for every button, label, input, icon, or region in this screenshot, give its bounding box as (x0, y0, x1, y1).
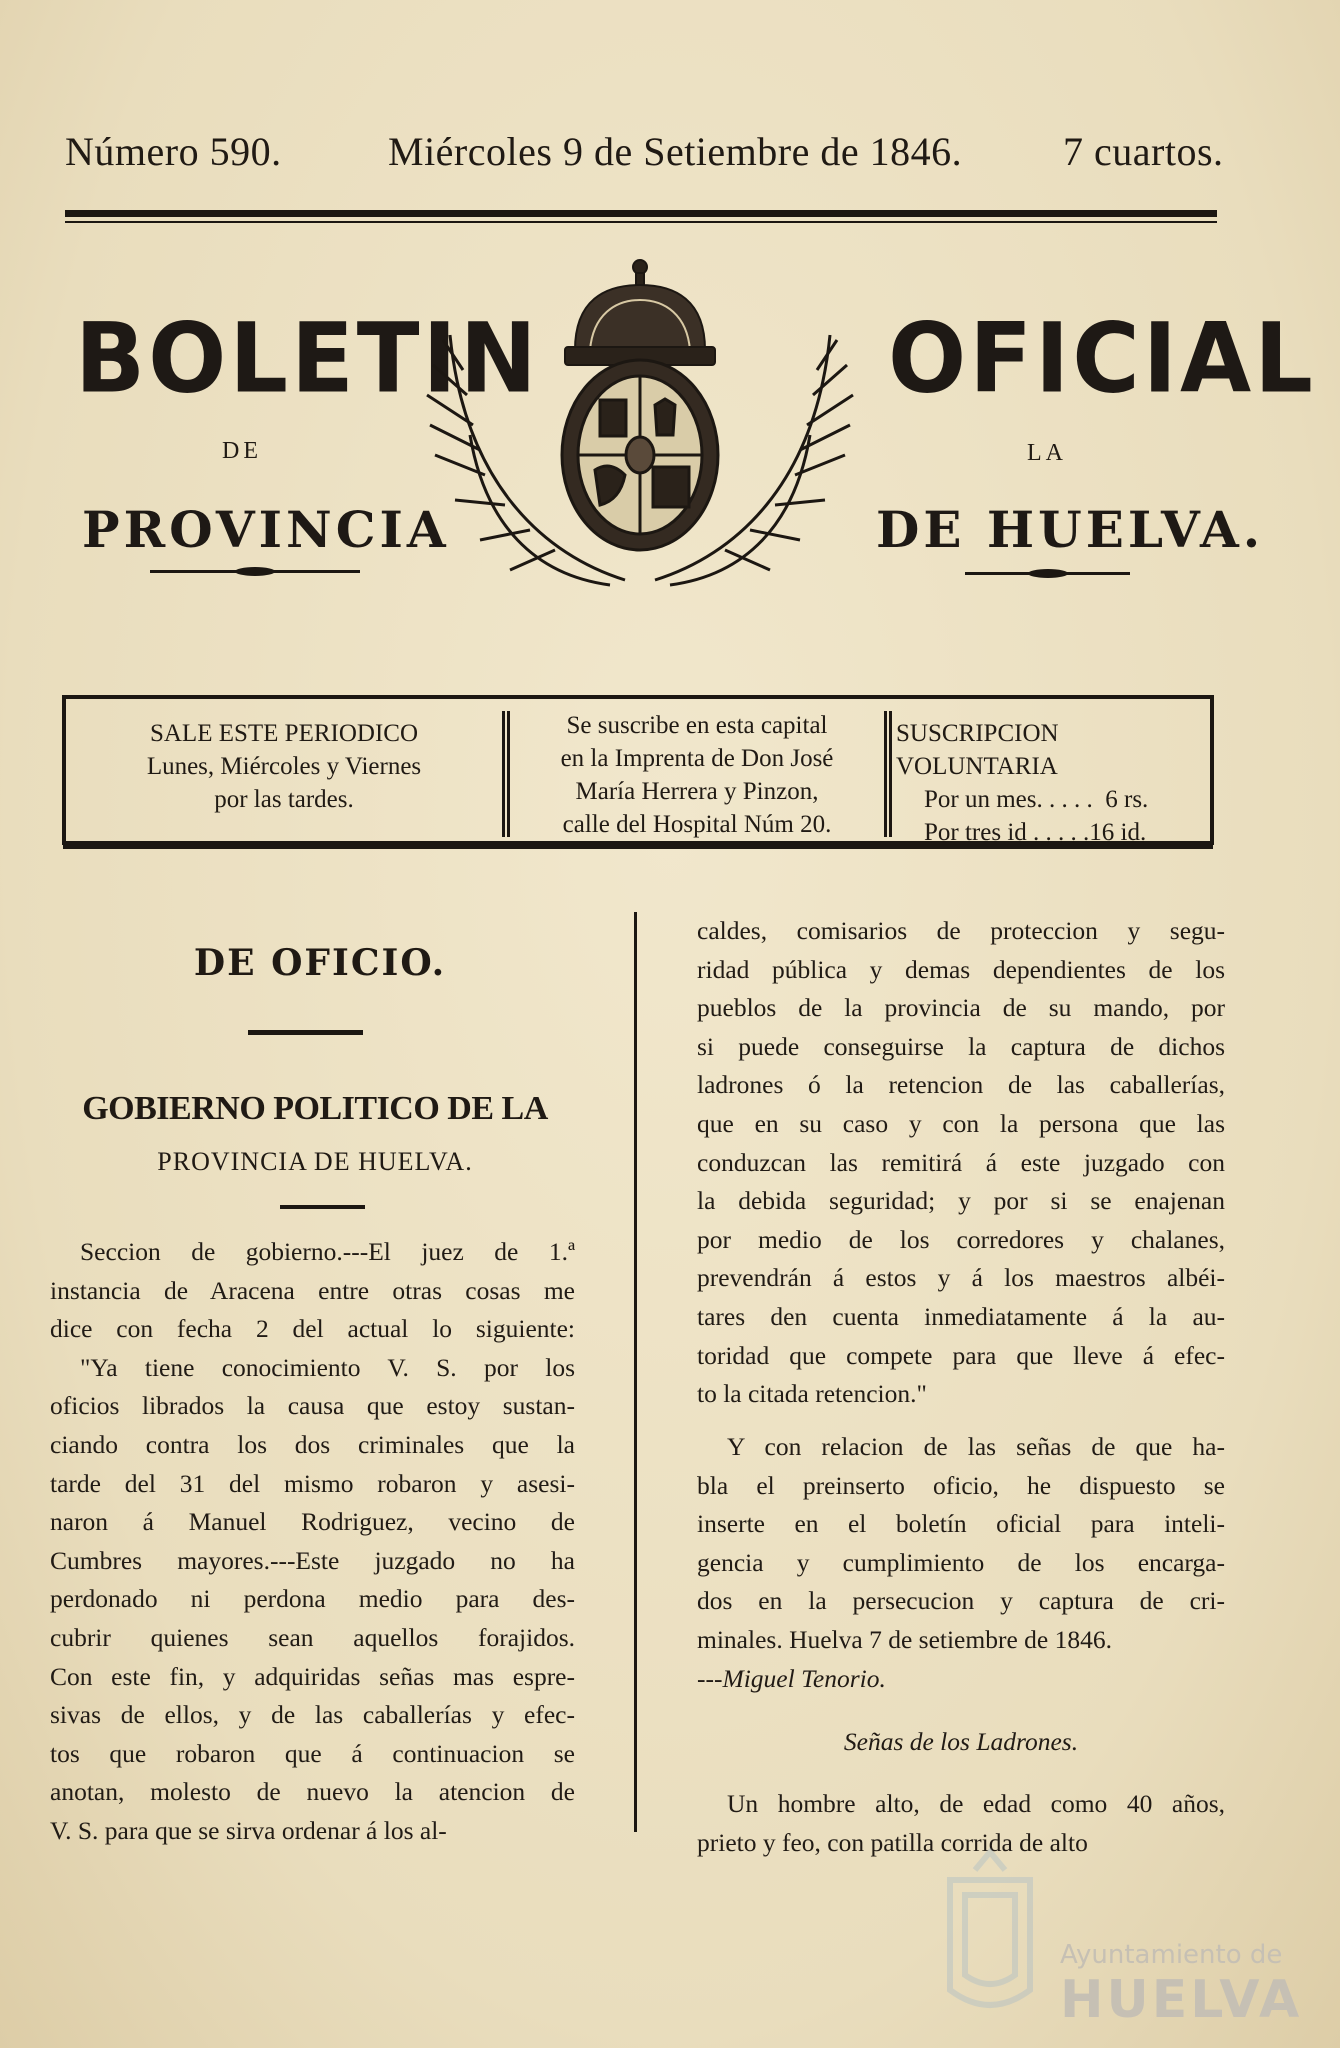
subscription-prices-title: SUSCRIPCION VOLUNTARIA (896, 720, 1059, 780)
watermark-line1: Ayuntamiento de (1060, 1940, 1283, 1970)
office-rule (280, 1205, 365, 1209)
issue-price: 7 cuartos. (1063, 129, 1224, 174)
publication-days-line: Lunes, Miércoles y Viernes (146, 753, 422, 780)
text-line: si puede conseguirse la captura de dichos (697, 1031, 1225, 1061)
box-divider (884, 711, 892, 837)
price-per-quarter: Por tres id . . . . .16 id. (924, 819, 1147, 846)
text-line: sivas de ellos, y de las caballerías y efec- (50, 1700, 575, 1730)
issue-date: Miércoles 9 de Setiembre de 1846. (388, 129, 963, 174)
text-line: Un hombre alto, de edad como 40 años, (727, 1789, 1225, 1818)
text-line: dos en la persecucion y captura de cri- (697, 1586, 1225, 1616)
text-line: prieto y feo, con patilla corrida de alto (697, 1827, 1088, 1857)
header-rule (65, 210, 1217, 217)
text-line: dice con fecha 2 del actual lo siguiente: (50, 1314, 575, 1344)
text-line: conduzcan las remitirá á este juzgado con (697, 1147, 1225, 1177)
text-line: caldes, comisarios de proteccion y segu- (697, 916, 1225, 945)
section-rule (248, 1030, 363, 1035)
right-column-text (697, 912, 1225, 1414)
ornament-rule-left (150, 570, 360, 573)
subscription-location-line: calle del Hospital Núm 20. (562, 811, 832, 838)
issue-number: Número 590. (65, 129, 282, 174)
subscription-location-line: en la Imprenta de Don José (560, 745, 834, 772)
text-line: por medio de los corredores y chalanes, (697, 1224, 1225, 1254)
signature: ---Miguel Tenorio. (697, 1664, 886, 1693)
subscription-location-line: María Herrera y Pinzon, (575, 778, 819, 805)
section-heading: DE OFICIO. (193, 942, 447, 984)
text-line: inserte en el boletín oficial para inteli- (697, 1509, 1225, 1539)
text-line: anotan, molesto de nuevo la atencion de (50, 1777, 575, 1807)
text-line: ciando contra los dos criminales que la (50, 1429, 575, 1459)
text-line: V. S. para que se sirva ordenar á los al- (50, 1815, 447, 1845)
text-line: gencia y cumplimiento de los encarga- (697, 1547, 1225, 1577)
text-line: Y con relacion de las señas de que ha- (727, 1432, 1225, 1461)
text-line: tares den cuenta inmediatamente á la au- (697, 1301, 1225, 1331)
masthead-de: DE (222, 438, 262, 464)
text-line: Cumbres mayores.---Este juzgado no ha (50, 1545, 575, 1575)
text-line: ridad pública y demas dependientes de los (697, 954, 1225, 984)
subheading: Señas de los Ladrones. (843, 1727, 1079, 1756)
watermark-line2: HUELVA (1060, 1970, 1303, 2030)
publication-days (74, 717, 494, 816)
masthead-de-huelva: DE HUELVA. (876, 500, 1265, 559)
masthead-boletin: BOLETIN (75, 302, 540, 415)
box-divider (502, 711, 510, 837)
left-column-text (50, 1233, 575, 1851)
publication-days-line: por las tardes. (214, 786, 354, 813)
text-line: tarde del 31 del mismo robaron y asesi- (50, 1468, 575, 1498)
header-rule-thin (65, 221, 1217, 223)
masthead-la: LA (1027, 440, 1067, 466)
publication-days-title: SALE ESTE PERIODICO (149, 720, 419, 747)
text-line: tos que robaron que á continuacion se (50, 1738, 575, 1768)
text-line: bla el preinserto oficio, he dispuesto se (697, 1470, 1225, 1500)
masthead-oficial: OFICIAL (888, 302, 1316, 415)
text-line: Con este fin, y adquiridas señas mas espre- (50, 1661, 575, 1691)
ornament-rule-right (965, 572, 1130, 575)
coat-of-arms-emblem (425, 255, 855, 600)
text-line: naron á Manuel Rodriguez, vecino de (50, 1507, 575, 1537)
text-line: pueblos de la provincia de su mando, por (697, 993, 1225, 1023)
subscription-location-line: Se suscribe en esta capital (566, 712, 828, 739)
subscription-box (62, 695, 1214, 845)
subscription-location (512, 709, 882, 841)
text-line: prevendrán á estos y á los maestros albéi- (697, 1263, 1225, 1293)
text-line: "Ya tiene conocimiento V. S. por los (80, 1352, 575, 1382)
decree-text (697, 1428, 1225, 1660)
text-line: to la citada retencion." (697, 1379, 927, 1409)
text-line: ladrones ó la retencion de las caballerías, (697, 1070, 1225, 1100)
column-divider (634, 912, 637, 1832)
office-title: GOBIERNO POLITICO DE LA (82, 1090, 548, 1127)
text-line: instancia de Aracena entre otras cosas me (50, 1275, 575, 1305)
office-subtitle: PROVINCIA DE HUELVA. (157, 1147, 473, 1176)
masthead-provincia: PROVINCIA (82, 500, 450, 559)
subscription-prices (896, 717, 1206, 849)
text-line: minales. Huelva 7 de setiembre de 1846. (697, 1624, 1112, 1654)
text-line: perdonado ni perdona medio para des- (50, 1584, 575, 1614)
text-line: que en su caso y con la persona que las (697, 1108, 1225, 1138)
text-line: la debida seguridad; y por si se enajenan (697, 1186, 1225, 1216)
price-per-month: Por un mes. . . . . 6 rs. (924, 786, 1149, 813)
text-line: toridad que compete para que lleve á efec- (697, 1340, 1225, 1370)
text-line: Seccion de gobierno.---El juez de 1.ª (80, 1237, 575, 1266)
text-line: cubrir quienes sean aquellos forajidos. (50, 1622, 575, 1652)
text-line: oficios librados la causa que estoy sustan- (50, 1391, 575, 1421)
